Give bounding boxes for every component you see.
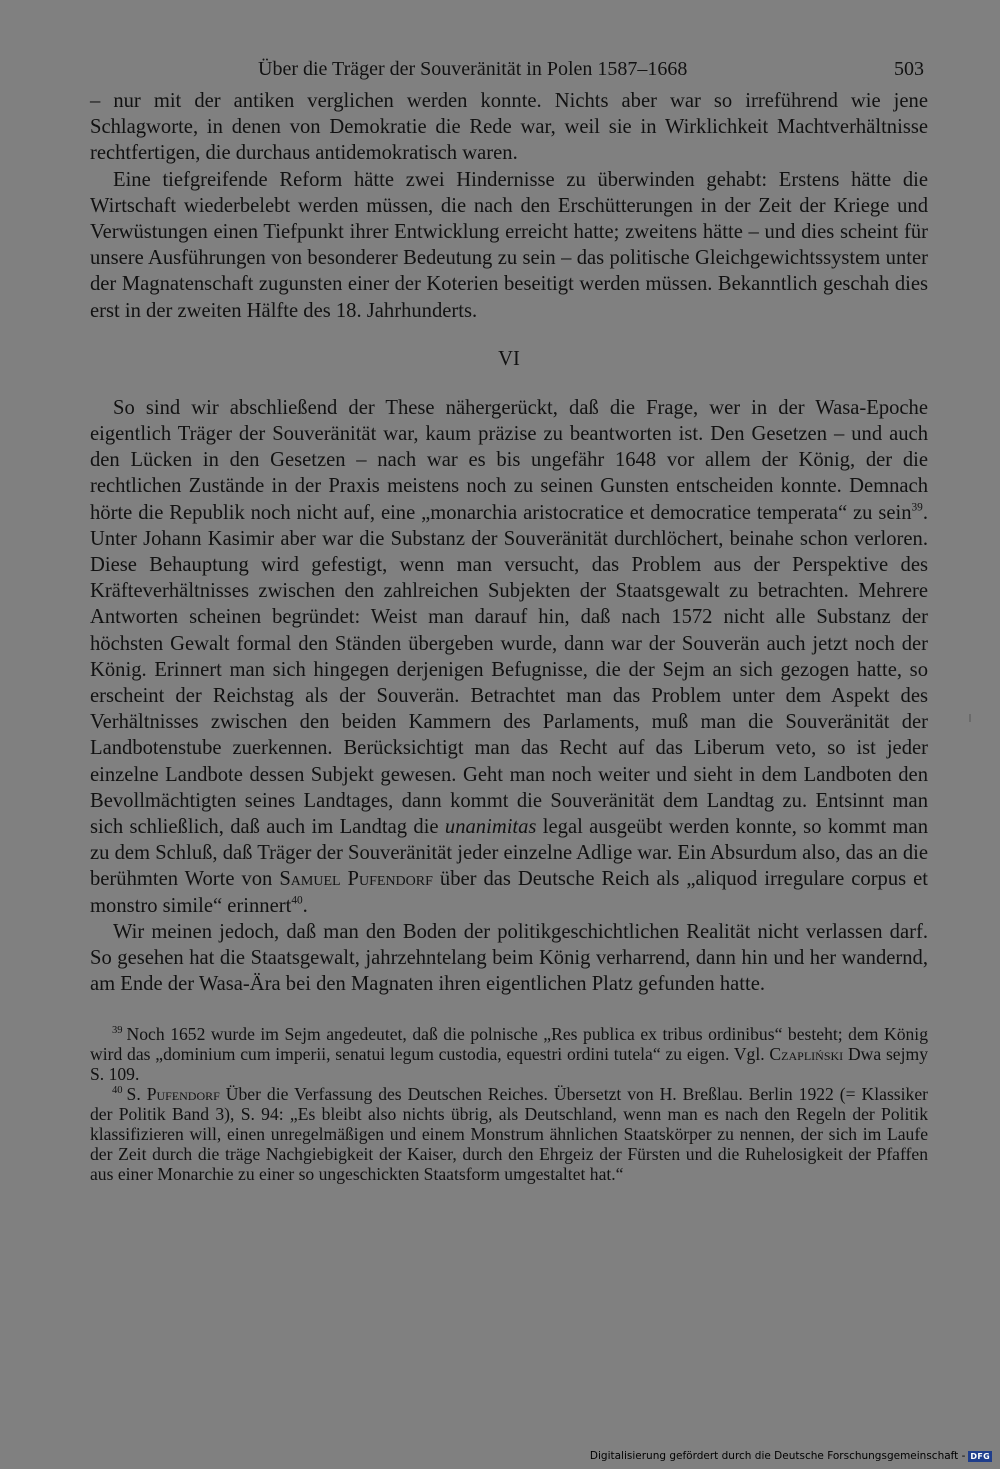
scan-speck — [969, 714, 971, 722]
digitization-credit — [590, 1450, 992, 1462]
footnote-39-text-a: Noch 1652 wurde im Sejm angedeutet, daß die polnische „Res publica ex tribus ordinibus“ besteht; dem König wird das „dominium cum imperii, senatui legum custodia, equestri ordini tutela“ zu eigen. Vgl. — [90, 1023, 928, 1064]
dfg-logo: DFG — [970, 1451, 990, 1461]
italic-term: unanimitas — [444, 816, 537, 839]
credit-text: Digitalisierung gefördert durch die Deutsche Forschungsgemeinschaft - — [589, 1450, 966, 1462]
footnote-ref-40: 40 — [291, 894, 303, 907]
paragraph-3-part-c: legal ausgeübt werden konnte, so kommt man zu dem Schluß, daß Träger der Souveränität jeder einzelne Adlige war. Ein Absurdum also, das an die berühmten Worte von — [90, 816, 928, 891]
paragraph-3-part-a: So sind wir abschließend der These nähergerückt, daß die Frage, wer in der Wasa-Epoche eigentlich Träger der Souveränität war, kaum präzise zu beantworten ist. Den Gesetzen – und auch den Lücken in den Gesetzen – nach war es bis ungefähr 1648 vor allem der König, der die rechtlichen Zustände in der Praxis meistens noch zu seinen Gunsten entscheiden konnte. Demnach hörte die Republik noch nicht auf, eine „monarchia aristocratice et democratice temperata“ zu sein — [90, 396, 928, 524]
paragraph-2: Eine tiefgreifende Reform hätte zwei Hindernisse zu überwinden gehabt: Erstens hätte die Wirtschaft wiederbelebt werden müssen, die nach den Erschütterungen in der Zeit der Kriege und Verwüstungen einen Tiefpunkt ihrer Entwicklung erreicht hatte; zweitens hätte – und dies scheint für unsere Ausführungen von besonderer Bedeutung zu sein – das politische Gleichgewichtssystem unter der Magnatenschaft zugunsten einer der Koterien beseitigt werden müssen. Bekanntlich geschah dies erst in der zweiten Hälfte des 18. Jahrhunderts. — [90, 168, 928, 322]
running-title: Über die Träger der Souveränität in Polen 1587–1668 — [258, 58, 688, 80]
footnote-40 — [90, 1084, 928, 1184]
footnote-ref-39: 39 — [911, 501, 923, 514]
paragraph-3-part-e: . — [302, 894, 308, 917]
body-text — [90, 88, 928, 998]
paragraph-3-part-b: . Unter Johann Kasimir aber war die Substanz der Souveränität durchlöchert, beinahe schon verloren. Diese Behauptung wird gefestigt, wenn man versucht, das Problem aus der Perspektive des Kräfteverhältnisses zwischen den zahlreichen Subjekten der Staatsgewalt zu betrachten. Mehrere Antworten scheinen begründet: Weist man darauf hin, daß nach 1572 nicht alle Substanz der höchsten Gewalt formal den Ständen übergeben wurde, dann war der Souverän auch jetzt noch der König. Erinnert man sich hingegen derjenigen Befugnisse, die der Sejm an sich gezogen hatte, so erscheint der Reichstag als der Souverän. Betrachtet man das Problem unter dem Aspekt des Verhältnisses zwischen den beiden Kammern des Parlaments, muß man die Souveränität der Landbotenstube zuerkennen. Berücksichtigt man das Recht auf das Liberum veto, so ist jeder einzelne Landbote dessen Subjekt gewesen. Geht man noch weiter und sieht in dem Landboten den Bevollmächtigten seines Landtages, dann kommt die Souveränität dem Landtag zu. Entsinnt man sich schließlich, daß auch im Landtag die — [90, 501, 928, 839]
paragraph-3 — [90, 395, 928, 919]
section-heading: VI — [498, 347, 520, 370]
footnote-39 — [90, 1024, 928, 1084]
paragraph-1: – nur mit der antiken verglichen werden konnte. Nichts aber war so irreführend wie jene Schlagworte, in denen von Demokratie die Rede war, weil sie in Wirklichkeit Machtverhältnisse rechtfertigen, die durchaus antidemokratisch waren. — [90, 90, 928, 165]
running-head — [90, 58, 928, 88]
paragraph-3-part-d: über das Deutsche Reich als „aliquod irregulare corpus et monstro simile“ erinnert — [90, 868, 929, 917]
author-name-czaplinski: Czapliński — [769, 1043, 844, 1064]
author-name-s-pufendorf: S. Pufendorf — [126, 1083, 220, 1104]
footnote-40-text: Über die Verfassung des Deutschen Reiches. Übersetzt von H. Breßlau. Berlin 1922 (= Klassiker der Politik Band 3), S. 94: „Es bleibt also nichts übrig, als Deutschland, wenn man es nach den Regeln der Politik klassifizieren will, einen unregelmäßigen und einem Monstrum ähnlichen Staatskörper zu nennen, der sich im Laufe der Zeit durch die träge Nachgiebigkeit der Kaiser, durch den Ehrgeiz der Fürsten und die Ruhelosigkeit der Pfaffen aus einer Monarchie zu einer so ungeschickten Staatsform umgestaltet hat.“ — [90, 1083, 928, 1185]
footnote-39-text-b: Dwa sejmy S. 109. — [90, 1043, 928, 1084]
document-page — [90, 58, 928, 1184]
page-number: 503 — [894, 58, 924, 80]
footnote-40-mark: 40 — [112, 1085, 123, 1097]
author-name-pufendorf: Samuel Pufendorf — [279, 868, 433, 891]
footnotes — [90, 1024, 928, 1185]
footnote-39-mark: 39 — [112, 1025, 123, 1037]
paragraph-4: Wir meinen jedoch, daß man den Boden der politikgeschichtlichen Realität nicht verlassen darf. So gesehen hat die Staatsgewalt, jahrzehntelang beim König verharrend, dann hin und her wandernd, am Ende der Wasa-Ära bei den Magnaten ihren eigentlichen Platz gefunden hatte. — [90, 920, 928, 996]
